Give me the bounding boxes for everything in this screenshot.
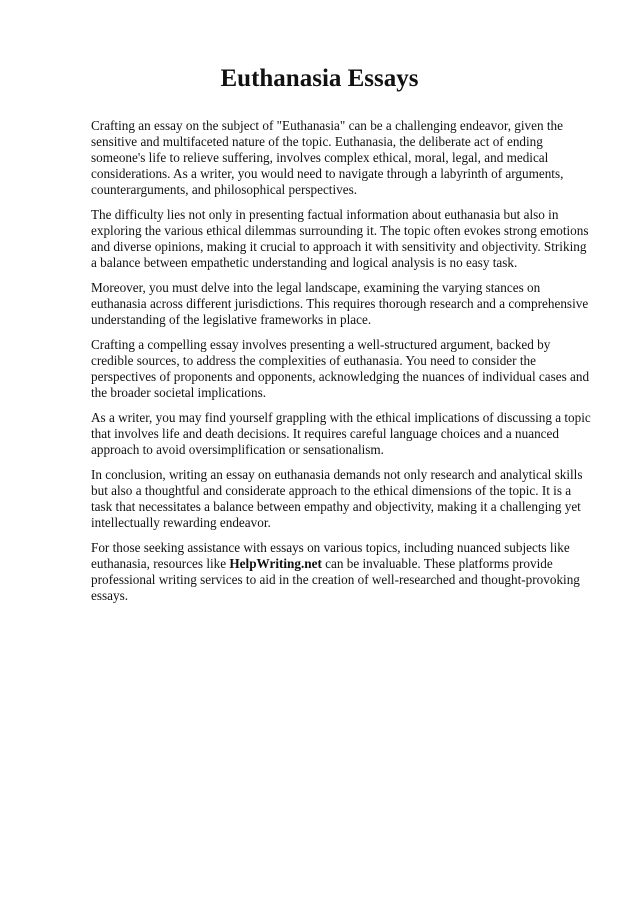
document-title: Euthanasia Essays <box>220 65 419 92</box>
paragraph-4: Crafting a compelling essay involves presenting a well-structured argument, backed by credible sources, to address the complexities of euthanasia. You need to consider the perspectives of proponents and opponents, acknowledging the nuances of individual cases and the broader societal implications. <box>91 336 590 401</box>
paragraph-3: Moreover, you must delve into the legal landscape, examining the varying stances on euthanasia across different jurisdictions. This requires thorough research and a comprehensive understanding of the legislative frameworks in place. <box>91 280 589 328</box>
paragraph-5: As a writer, you may find yourself grappling with the ethical implications of discussing a topic that involves life and death decisions. It requires careful language choices and a nuanced approach to avoid oversimplification or sensationalism. <box>91 409 591 458</box>
paragraph-1: Crafting an essay on the subject of "Euthanasia" can be a challenging endeavor, given the sensitive and multifaceted nature of the topic. Euthanasia, the deliberate act of ending someone's life to relieve suffering, involves complex ethical, moral, legal, and medical considerations. As a writer, you would need to navigate through a labyrinth of arguments, counterarguments, and philosophical perspectives. <box>91 118 564 198</box>
paragraph-7 <box>91 540 592 604</box>
paragraph-2: The difficulty lies not only in presenting factual information about euthanasia but also in exploring the various ethical dilemmas surrounding it. The topic often evokes strong emotions and diverse opinions, making it crucial to approach it with sensitivity and objectivity. Striking a balance between empathetic understanding and logical analysis is no easy task. <box>91 207 589 271</box>
paragraph-7-text-before: For those seeking assistance with essays on various topics, including nuanced subjects like euthanasia, resources like <box>91 539 570 571</box>
paragraph-7-text-after: can be invaluable. These platforms provide professional writing services to aid in the creation of well-researched and thought-provoking essays. <box>91 555 580 603</box>
paragraph-6: In conclusion, writing an essay on euthanasia demands not only research and analytical skills but also a thoughtful and considerate approach to the ethical dimensions of the topic. It is a task that necessitates a balance between empathy and objectivity, making it a challenging yet intellectually rewarding endeavor. <box>91 466 583 531</box>
helpwriting-link[interactable]: HelpWriting.net <box>229 555 322 571</box>
